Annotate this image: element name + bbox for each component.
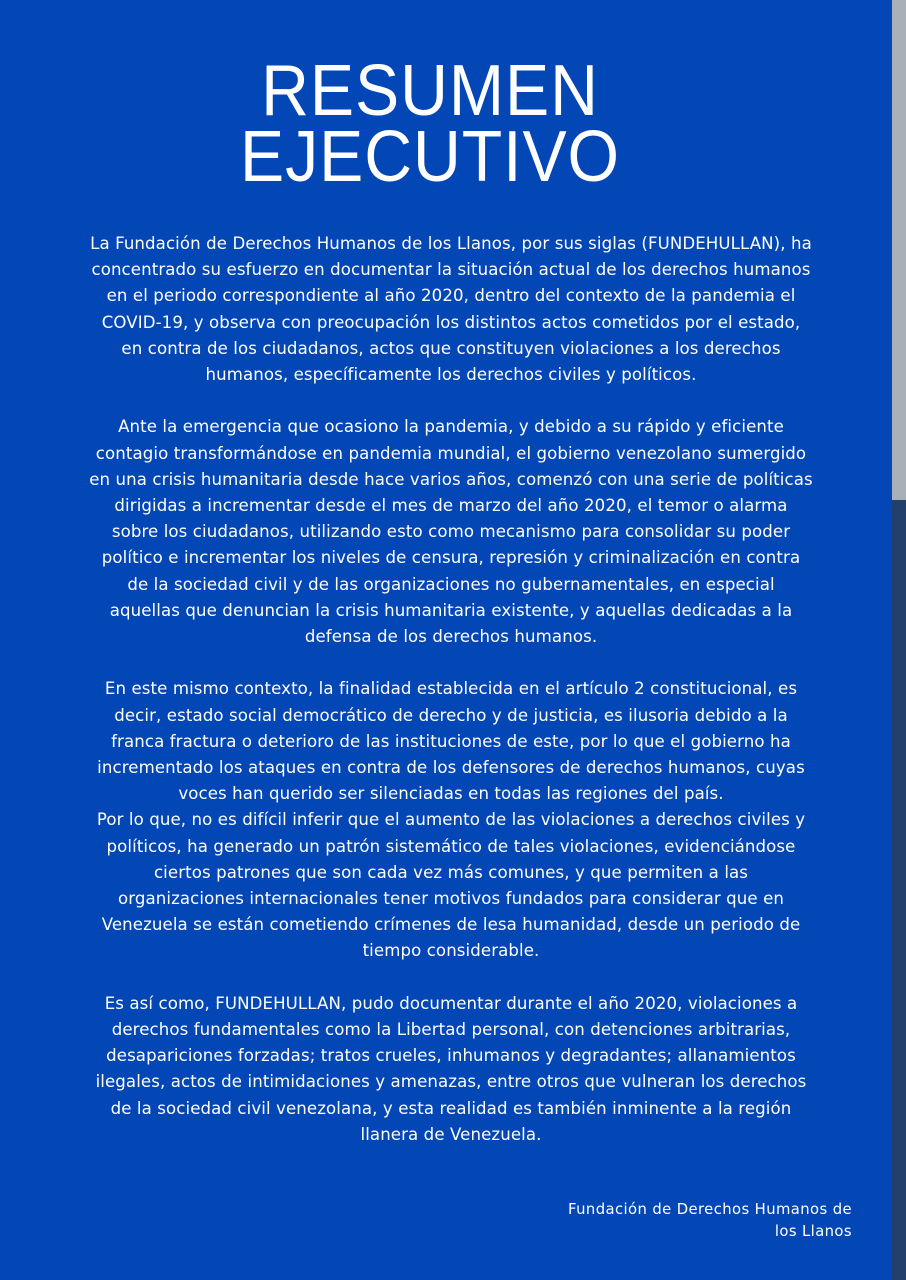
paragraph-violations-pattern: Por lo que, no es difícil inferir que el aumento de las violaciones a derechos civiles y políticos, ha generado un patrón sistemático de tales violaciones, evidenciándose ciertos patrones que son cada vez más comunes, y que permiten a las organizaciones internacionales tener motivos fundados para considerar que en Venezuela se están cometiendo crímenes de lesa humanidad, desde un periodo de tiempo considerable. [96,810,806,961]
page-edge-dark [892,500,906,1280]
paragraph-intro: La Fundación de Derechos Humanos de los Llanos, por sus siglas (FUNDEHULLAN), ha concentrado su esfuerzo en documentar la situación actual de los derechos humanos en el periodo correspondiente al año 2020, dentro del contexto de la pandemia el COVID-19, y observa con preocupación los distintos actos cometidos por el estado, en contra de los ciudadanos, actos que constituyen violaciones a los derechos humanos, específicamente los derechos civiles y políticos. [90,234,812,385]
paragraph-documentation: Es así como, FUNDEHULLAN, pudo documentar durante el año 2020, violaciones a derechos fundamentales como la Libertad personal, con detenciones arbitrarias, desapariciones forzadas; tratos crueles, inhumanos y degradantes; allanamientos ilegales, actos de intimidaciones y amenazas, entre otros que vulneran los derechos de la sociedad civil venezolana, y esta realidad es también inminente a la región llanera de Venezuela. [95,993,807,1144]
summary-body [84,231,818,1148]
title-line-2: EJECUTIVO [239,117,621,197]
page-edge-light [892,0,906,500]
page-title [34,51,825,197]
paragraph-context: En este mismo contexto, la finalidad establecida en el artículo 2 constitucional, es decir, estado social democrático de derecho y de justicia, es ilusoria debido a la franca fractura o deterioro de las instituciones de este, por lo que el gobierno ha incrementado los ataques en contra de los defensores de derechos humanos, cuyas voces han querido ser silenciadas en todas las regiones del país. [97,679,805,804]
title-line-1: RESUMEN [261,51,599,131]
paragraph-pandemic: Ante la emergencia que ocasiono la pandemia, y debido a su rápido y eficiente contagio transformándose en pandemia mundial, el gobierno venezolano sumergido en una crisis humanitaria desde hace varios años, comenzó con una serie de políticas dirigidas a incrementar desde el mes de marzo del año 2020, el temor o alarma sobre los ciudadanos, utilizando esto como mecanismo para consolidar su poder político e incrementar los niveles de censura, represión y criminalización en contra de la sociedad civil y de las organizaciones no gubernamentales, en especial aquellas que denuncian la crisis humanitaria existente, y aquellas dedicadas a la defensa de los derechos humanos. [89,417,813,647]
footer-organization: Fundación de Derechos Humanos de los Llanos [568,1201,852,1240]
